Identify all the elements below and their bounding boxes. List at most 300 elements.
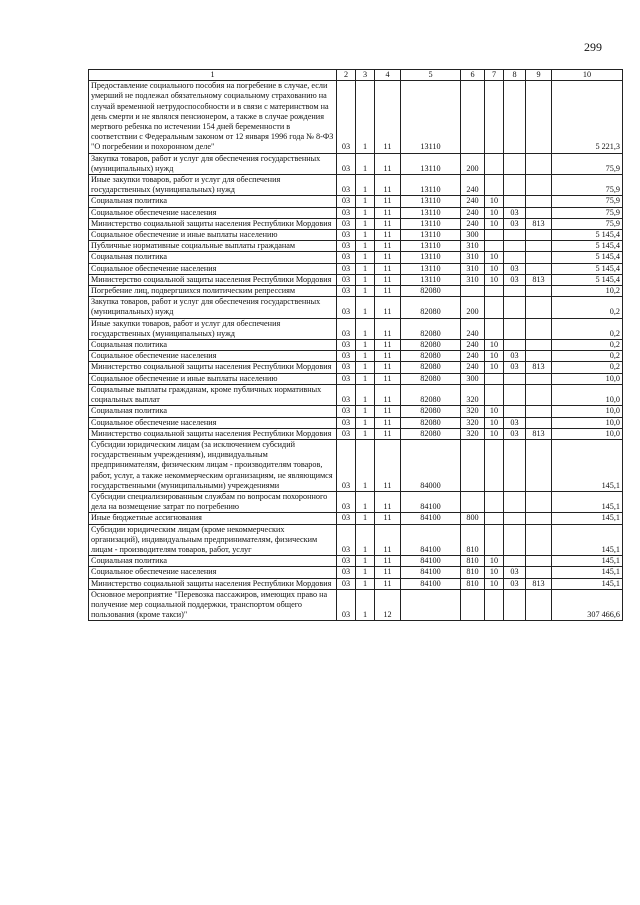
- row-code-cell: 11: [375, 351, 401, 362]
- row-code-cell: 310: [461, 263, 485, 274]
- row-code-cell: 03: [337, 230, 356, 241]
- row-code-cell: 03: [337, 252, 356, 263]
- row-code-cell: 320: [461, 428, 485, 439]
- table-row: [89, 589, 623, 621]
- row-code-cell: [504, 286, 526, 297]
- row-code-cell: 1: [356, 524, 375, 556]
- row-code-cell: 240: [461, 340, 485, 351]
- row-code-cell: [485, 175, 504, 196]
- row-code-cell: 03: [337, 218, 356, 229]
- row-code-cell: 11: [375, 417, 401, 428]
- row-code-cell: [526, 175, 552, 196]
- row-code-cell: 13110: [401, 196, 461, 207]
- row-amount-cell: 5 145,4: [552, 241, 623, 252]
- row-amount-cell: 10,0: [552, 417, 623, 428]
- row-code-cell: [485, 318, 504, 339]
- row-code-cell: 1: [356, 384, 375, 405]
- row-code-cell: [504, 230, 526, 241]
- row-name-cell: Социальная политика: [89, 252, 337, 263]
- header-cell: 3: [356, 70, 375, 81]
- row-code-cell: 1: [356, 406, 375, 417]
- table-row: [89, 297, 623, 318]
- row-code-cell: 310: [461, 241, 485, 252]
- row-code-cell: 1: [356, 340, 375, 351]
- row-code-cell: 11: [375, 439, 401, 491]
- row-code-cell: 810: [461, 524, 485, 556]
- row-code-cell: 13110: [401, 218, 461, 229]
- row-code-cell: 03: [337, 263, 356, 274]
- row-code-cell: 10: [485, 406, 504, 417]
- row-code-cell: [526, 297, 552, 318]
- header-cell: 7: [485, 70, 504, 81]
- row-code-cell: 03: [337, 524, 356, 556]
- row-code-cell: 11: [375, 384, 401, 405]
- row-code-cell: 03: [337, 578, 356, 589]
- row-code-cell: [504, 439, 526, 491]
- row-code-cell: [526, 153, 552, 174]
- row-amount-cell: 0,2: [552, 297, 623, 318]
- table-row: [89, 406, 623, 417]
- header-cell: 8: [504, 70, 526, 81]
- row-code-cell: [485, 230, 504, 241]
- row-name-cell: Субсидии юридическим лицам (кроме некоммерческих организаций), индивидуальным предпринимателям, физическим лицам - производителям товаров, работ, услуг: [89, 524, 337, 556]
- row-code-cell: 11: [375, 406, 401, 417]
- row-name-cell: Социальное обеспечение населения: [89, 417, 337, 428]
- row-name-cell: Субсидии юридическим лицам (за исключением субсидий государственным учреждениям), индивидуальным предпринимателям, физическим лицам - производителям товаров, работ, услуг, а также некоммерческим организациям, не являющимся государственными (муниципальными) учреждениями: [89, 439, 337, 491]
- row-code-cell: 10: [485, 263, 504, 274]
- row-code-cell: 03: [337, 589, 356, 621]
- row-code-cell: [504, 524, 526, 556]
- row-name-cell: Министерство социальной защиты населения Республики Мордовия: [89, 578, 337, 589]
- table-body: [89, 81, 623, 621]
- row-amount-cell: 145,1: [552, 439, 623, 491]
- row-code-cell: 10: [485, 428, 504, 439]
- row-code-cell: 03: [337, 513, 356, 524]
- row-code-cell: [485, 524, 504, 556]
- row-code-cell: 11: [375, 230, 401, 241]
- row-code-cell: 810: [461, 578, 485, 589]
- row-amount-cell: 145,1: [552, 524, 623, 556]
- row-code-cell: 11: [375, 252, 401, 263]
- row-code-cell: 84000: [401, 439, 461, 491]
- row-code-cell: 11: [375, 241, 401, 252]
- row-name-cell: Основное мероприятие "Перевозка пассажиров, имеющих право на получение мер социальной поддержки, транспортом общего пользования (кроме такси)": [89, 589, 337, 621]
- row-code-cell: 82080: [401, 362, 461, 373]
- row-code-cell: 11: [375, 567, 401, 578]
- row-amount-cell: 145,1: [552, 491, 623, 512]
- row-code-cell: [526, 524, 552, 556]
- row-code-cell: 03: [337, 196, 356, 207]
- row-code-cell: [504, 373, 526, 384]
- row-code-cell: 813: [526, 274, 552, 285]
- row-code-cell: [504, 252, 526, 263]
- row-code-cell: [504, 340, 526, 351]
- row-code-cell: 03: [337, 286, 356, 297]
- row-code-cell: 11: [375, 524, 401, 556]
- row-code-cell: 82080: [401, 340, 461, 351]
- row-code-cell: 82080: [401, 428, 461, 439]
- row-code-cell: 03: [337, 428, 356, 439]
- row-code-cell: 11: [375, 81, 401, 153]
- row-name-cell: Министерство социальной защиты населения Республики Мордовия: [89, 218, 337, 229]
- row-code-cell: 11: [375, 428, 401, 439]
- row-code-cell: 84100: [401, 491, 461, 512]
- row-code-cell: [526, 384, 552, 405]
- row-name-cell: Предоставление социального пособия на погребение в случае, если умерший не подлежал обязательному социальному страхованию на случай временной нетрудоспособности и в связи с материнством на день смерти и не являлся пенсионером, а также в случае рождения мертвого ребенка по истечении 154 дней беременности в соответствии с Федеральным законом от 12 января 1996 года № 8-ФЗ "О погребении и похоронном деле": [89, 81, 337, 153]
- row-code-cell: 03: [337, 274, 356, 285]
- row-code-cell: 310: [461, 274, 485, 285]
- row-amount-cell: 5 145,4: [552, 230, 623, 241]
- row-code-cell: 03: [504, 207, 526, 218]
- row-name-cell: Социальная политика: [89, 406, 337, 417]
- table-row: [89, 417, 623, 428]
- row-code-cell: 1: [356, 589, 375, 621]
- table-row: [89, 513, 623, 524]
- row-code-cell: 11: [375, 340, 401, 351]
- row-code-cell: 11: [375, 218, 401, 229]
- row-code-cell: [504, 153, 526, 174]
- row-code-cell: 1: [356, 428, 375, 439]
- row-code-cell: [461, 589, 485, 621]
- header-cell: 4: [375, 70, 401, 81]
- row-amount-cell: 5 221,3: [552, 81, 623, 153]
- row-code-cell: [504, 384, 526, 405]
- row-code-cell: 03: [337, 406, 356, 417]
- row-amount-cell: 307 466,6: [552, 589, 623, 621]
- row-code-cell: [485, 81, 504, 153]
- row-code-cell: 1: [356, 362, 375, 373]
- row-name-cell: Социальная политика: [89, 340, 337, 351]
- row-code-cell: 13110: [401, 274, 461, 285]
- row-code-cell: 03: [504, 218, 526, 229]
- row-code-cell: 03: [337, 417, 356, 428]
- table-row: [89, 230, 623, 241]
- row-code-cell: 03: [337, 81, 356, 153]
- row-code-cell: [526, 351, 552, 362]
- row-code-cell: [504, 513, 526, 524]
- row-code-cell: 82080: [401, 297, 461, 318]
- row-code-cell: [526, 417, 552, 428]
- row-code-cell: [485, 384, 504, 405]
- row-code-cell: 84100: [401, 556, 461, 567]
- row-code-cell: 03: [504, 362, 526, 373]
- header-cell: 10: [552, 70, 623, 81]
- row-code-cell: 1: [356, 230, 375, 241]
- row-code-cell: [485, 589, 504, 621]
- row-code-cell: 11: [375, 175, 401, 196]
- row-amount-cell: 0,2: [552, 351, 623, 362]
- row-code-cell: 1: [356, 373, 375, 384]
- row-code-cell: 84100: [401, 567, 461, 578]
- row-code-cell: 03: [337, 373, 356, 384]
- table-row: [89, 263, 623, 274]
- row-code-cell: 310: [461, 252, 485, 263]
- row-code-cell: 11: [375, 373, 401, 384]
- row-code-cell: 320: [461, 406, 485, 417]
- row-code-cell: 13110: [401, 263, 461, 274]
- table-row: [89, 373, 623, 384]
- row-code-cell: [504, 318, 526, 339]
- row-code-cell: 11: [375, 318, 401, 339]
- row-code-cell: 03: [504, 428, 526, 439]
- row-amount-cell: 145,1: [552, 567, 623, 578]
- row-code-cell: 13110: [401, 81, 461, 153]
- row-code-cell: 240: [461, 318, 485, 339]
- header-cell: 9: [526, 70, 552, 81]
- row-name-cell: Министерство социальной защиты населения Республики Мордовия: [89, 428, 337, 439]
- table-row: [89, 81, 623, 153]
- row-code-cell: 03: [337, 175, 356, 196]
- row-code-cell: 03: [504, 351, 526, 362]
- row-name-cell: Социальное обеспечение и иные выплаты населению: [89, 230, 337, 241]
- row-code-cell: [461, 81, 485, 153]
- row-name-cell: Министерство социальной защиты населения Республики Мордовия: [89, 362, 337, 373]
- row-code-cell: 03: [337, 318, 356, 339]
- row-code-cell: [504, 491, 526, 512]
- row-code-cell: 1: [356, 263, 375, 274]
- header-cell: 2: [337, 70, 356, 81]
- row-code-cell: 11: [375, 297, 401, 318]
- row-amount-cell: 75,9: [552, 196, 623, 207]
- row-code-cell: 10: [485, 274, 504, 285]
- row-code-cell: [485, 286, 504, 297]
- row-amount-cell: 145,1: [552, 513, 623, 524]
- row-code-cell: 1: [356, 286, 375, 297]
- row-code-cell: 813: [526, 428, 552, 439]
- row-code-cell: 03: [337, 362, 356, 373]
- row-code-cell: 1: [356, 274, 375, 285]
- row-code-cell: 200: [461, 153, 485, 174]
- row-code-cell: [526, 286, 552, 297]
- row-code-cell: 10: [485, 252, 504, 263]
- table-row: [89, 351, 623, 362]
- row-code-cell: 03: [337, 351, 356, 362]
- row-code-cell: 1: [356, 439, 375, 491]
- row-code-cell: 11: [375, 207, 401, 218]
- row-code-cell: 03: [337, 340, 356, 351]
- row-code-cell: [526, 207, 552, 218]
- row-code-cell: 240: [461, 362, 485, 373]
- row-code-cell: 320: [461, 384, 485, 405]
- row-code-cell: 1: [356, 175, 375, 196]
- row-code-cell: [526, 81, 552, 153]
- row-name-cell: Социальная политика: [89, 196, 337, 207]
- row-amount-cell: 75,9: [552, 218, 623, 229]
- row-code-cell: [461, 491, 485, 512]
- row-code-cell: 813: [526, 578, 552, 589]
- row-code-cell: 11: [375, 491, 401, 512]
- row-code-cell: 03: [337, 153, 356, 174]
- row-code-cell: 10: [485, 362, 504, 373]
- row-code-cell: [504, 406, 526, 417]
- budget-table: [88, 69, 623, 621]
- table-row: [89, 362, 623, 373]
- row-name-cell: Иные закупки товаров, работ и услуг для обеспечения государственных (муниципальных) нужд: [89, 175, 337, 196]
- row-code-cell: [504, 175, 526, 196]
- row-code-cell: 10: [485, 340, 504, 351]
- row-code-cell: [526, 556, 552, 567]
- row-code-cell: 10: [485, 567, 504, 578]
- table-row: [89, 428, 623, 439]
- row-code-cell: 82080: [401, 384, 461, 405]
- row-code-cell: 03: [337, 491, 356, 512]
- table-row: [89, 556, 623, 567]
- row-code-cell: 1: [356, 567, 375, 578]
- table-row: [89, 218, 623, 229]
- row-code-cell: 84100: [401, 513, 461, 524]
- row-code-cell: [526, 567, 552, 578]
- row-code-cell: 1: [356, 351, 375, 362]
- row-code-cell: 1: [356, 297, 375, 318]
- row-code-cell: 10: [485, 556, 504, 567]
- row-code-cell: [504, 81, 526, 153]
- row-code-cell: 10: [485, 196, 504, 207]
- row-code-cell: 1: [356, 252, 375, 263]
- table-row: [89, 578, 623, 589]
- header-cell: 5: [401, 70, 461, 81]
- row-code-cell: 03: [504, 274, 526, 285]
- row-code-cell: 13110: [401, 175, 461, 196]
- row-code-cell: 12: [375, 589, 401, 621]
- row-amount-cell: 145,1: [552, 578, 623, 589]
- row-code-cell: 82080: [401, 318, 461, 339]
- row-code-cell: 03: [337, 439, 356, 491]
- row-code-cell: 82080: [401, 406, 461, 417]
- row-amount-cell: 5 145,4: [552, 274, 623, 285]
- row-name-cell: Иные закупки товаров, работ и услуг для обеспечения государственных (муниципальных) нужд: [89, 318, 337, 339]
- row-name-cell: Социальное обеспечение населения: [89, 207, 337, 218]
- row-code-cell: 240: [461, 207, 485, 218]
- row-code-cell: 320: [461, 417, 485, 428]
- row-name-cell: Социальные выплаты гражданам, кроме публичных нормативных социальных выплат: [89, 384, 337, 405]
- table-header-row: [89, 70, 623, 81]
- row-name-cell: Министерство социальной защиты населения Республики Мордовия: [89, 274, 337, 285]
- row-code-cell: [401, 589, 461, 621]
- table-row: [89, 286, 623, 297]
- row-code-cell: 84100: [401, 524, 461, 556]
- row-code-cell: 11: [375, 362, 401, 373]
- row-amount-cell: 5 145,4: [552, 263, 623, 274]
- row-code-cell: 82080: [401, 373, 461, 384]
- row-code-cell: 1: [356, 578, 375, 589]
- row-code-cell: 03: [337, 241, 356, 252]
- row-code-cell: 800: [461, 513, 485, 524]
- row-amount-cell: 10,0: [552, 384, 623, 405]
- row-code-cell: 1: [356, 241, 375, 252]
- row-code-cell: [485, 513, 504, 524]
- row-code-cell: 1: [356, 196, 375, 207]
- row-code-cell: 240: [461, 351, 485, 362]
- row-code-cell: [461, 439, 485, 491]
- row-code-cell: [526, 513, 552, 524]
- row-code-cell: 11: [375, 196, 401, 207]
- row-code-cell: 300: [461, 230, 485, 241]
- row-code-cell: [461, 286, 485, 297]
- row-code-cell: [526, 263, 552, 274]
- row-code-cell: [526, 230, 552, 241]
- row-code-cell: [504, 196, 526, 207]
- row-name-cell: Закупка товаров, работ и услуг для обеспечения государственных (муниципальных) нужд: [89, 297, 337, 318]
- row-code-cell: 11: [375, 578, 401, 589]
- row-code-cell: [485, 153, 504, 174]
- row-code-cell: 1: [356, 153, 375, 174]
- row-code-cell: 1: [356, 491, 375, 512]
- row-name-cell: Погребение лиц, подвергшихся политическим репрессиям: [89, 286, 337, 297]
- row-code-cell: 82080: [401, 351, 461, 362]
- row-code-cell: 11: [375, 153, 401, 174]
- row-code-cell: 11: [375, 286, 401, 297]
- row-code-cell: 300: [461, 373, 485, 384]
- row-code-cell: 03: [504, 417, 526, 428]
- row-code-cell: [526, 241, 552, 252]
- table-row: [89, 318, 623, 339]
- row-amount-cell: 0,2: [552, 340, 623, 351]
- row-code-cell: [526, 439, 552, 491]
- row-code-cell: [526, 589, 552, 621]
- row-code-cell: 03: [337, 567, 356, 578]
- row-code-cell: [526, 252, 552, 263]
- row-code-cell: 10: [485, 218, 504, 229]
- row-code-cell: 1: [356, 417, 375, 428]
- row-name-cell: Закупка товаров, работ и услуг для обеспечения государственных (муниципальных) нужд: [89, 153, 337, 174]
- row-code-cell: 810: [461, 567, 485, 578]
- row-code-cell: [485, 439, 504, 491]
- table-row: [89, 196, 623, 207]
- row-code-cell: 03: [337, 207, 356, 218]
- row-code-cell: 810: [461, 556, 485, 567]
- row-amount-cell: 0,2: [552, 318, 623, 339]
- table-row: [89, 153, 623, 174]
- row-code-cell: 10: [485, 207, 504, 218]
- row-code-cell: [526, 373, 552, 384]
- row-code-cell: 03: [337, 384, 356, 405]
- row-code-cell: 10: [485, 417, 504, 428]
- row-code-cell: 11: [375, 274, 401, 285]
- row-code-cell: 13110: [401, 153, 461, 174]
- table-row: [89, 491, 623, 512]
- row-code-cell: 10: [485, 351, 504, 362]
- page-number: 299: [584, 40, 602, 54]
- row-code-cell: 13110: [401, 230, 461, 241]
- row-name-cell: Иные бюджетные ассигнования: [89, 513, 337, 524]
- row-amount-cell: 5 145,4: [552, 252, 623, 263]
- row-name-cell: Публичные нормативные социальные выплаты гражданам: [89, 241, 337, 252]
- row-name-cell: Социальное обеспечение населения: [89, 567, 337, 578]
- table-row: [89, 252, 623, 263]
- row-code-cell: 03: [504, 567, 526, 578]
- table-row: [89, 241, 623, 252]
- header-cell: 6: [461, 70, 485, 81]
- row-name-cell: Социальное обеспечение населения: [89, 351, 337, 362]
- row-code-cell: 1: [356, 318, 375, 339]
- row-code-cell: 82080: [401, 286, 461, 297]
- table-row: [89, 524, 623, 556]
- table-row: [89, 175, 623, 196]
- row-code-cell: 03: [504, 263, 526, 274]
- row-code-cell: [504, 556, 526, 567]
- row-code-cell: [526, 318, 552, 339]
- table-row: [89, 567, 623, 578]
- row-amount-cell: 75,9: [552, 207, 623, 218]
- row-code-cell: 13110: [401, 252, 461, 263]
- row-name-cell: Социальное обеспечение населения: [89, 263, 337, 274]
- row-code-cell: 1: [356, 218, 375, 229]
- row-code-cell: 11: [375, 513, 401, 524]
- table-row: [89, 274, 623, 285]
- row-code-cell: [485, 373, 504, 384]
- row-code-cell: 1: [356, 81, 375, 153]
- row-code-cell: [485, 241, 504, 252]
